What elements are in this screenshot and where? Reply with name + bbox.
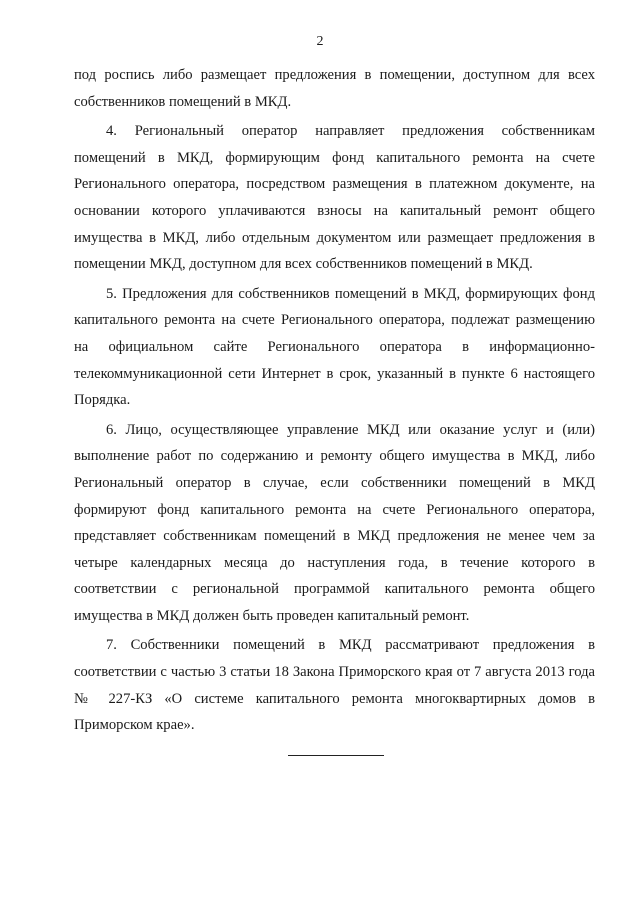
paragraph-continuation: под роспись либо размещает предложения в помещении, доступном для всех собственников помещений в МКД. — [74, 67, 595, 110]
document-body — [74, 62, 595, 739]
paragraph-item-4: 4. Региональный оператор направляет предложения собственникам помещений в МКД, формирующим фонд капитального ремонта на счете Регионального оператора, посредством размещения в платежном документе, на основании которого уплачиваются взносы на капитальный ремонт общего имущества в МКД, либо отдельным документом или размещает предложения в помещении МКД, доступном для всех собственников помещений в МКД. — [74, 123, 595, 273]
end-of-document-rule — [288, 755, 384, 756]
paragraph-item-6: 6. Лицо, осуществляющее управление МКД или оказание услуг и (или) выполнение работ по содержанию и ремонту общего имущества в МКД, либо Региональный оператор в случае, если собственники помещений в МКД формируют фонд капитального ремонта на счете Регионального оператора, представляет собственникам помещений в МКД предложения не менее чем за четыре календарных месяца до наступления года, в течение которого в соответствии с региональной программой капитального ремонта общего имущества в МКД должен быть проведен капитальный ремонт. — [74, 421, 595, 624]
paragraph-item-5: 5. Предложения для собственников помещений в МКД, формирующих фонд капитального ремонта на счете Регионального оператора, подлежат размещению на официальном сайте Регионального оператора в информационно-телекоммуникационной сети Интернет в срок, указанный в пункте 6 настоящего Порядка. — [74, 285, 595, 409]
page-number: 2 — [316, 34, 324, 49]
paragraph-item-7: 7. Собственники помещений в МКД рассматривают предложения в соответствии с частью 3 статьи 18 Закона Приморского края от 7 августа 2013 года № 227-КЗ «О системе капитального ремонта многоквартирных домов в Приморском крае». — [74, 637, 595, 734]
